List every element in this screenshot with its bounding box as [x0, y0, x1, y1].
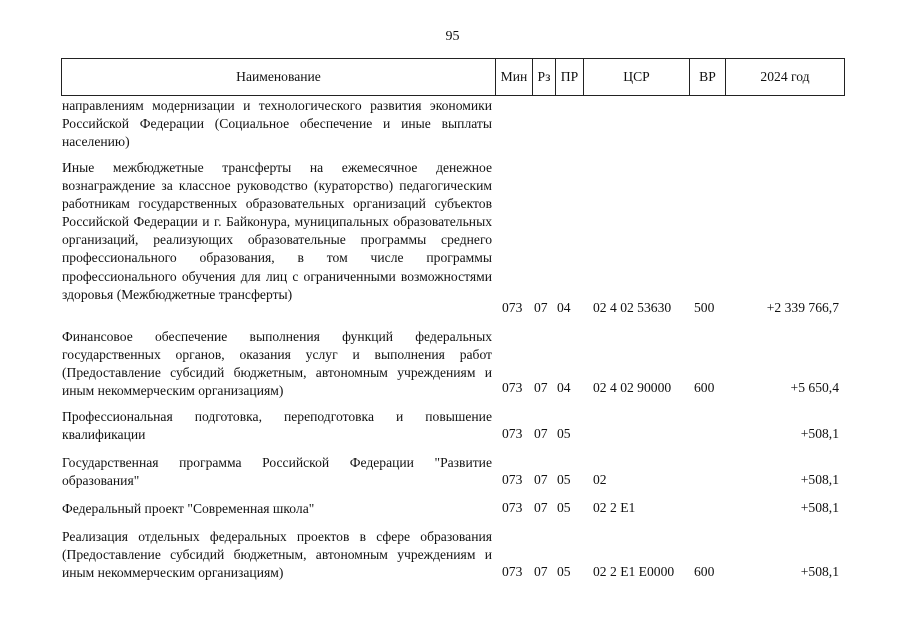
row-description: направлениям модернизации и технологического развития экономики Российской Федерации (Социальное обеспечение и иные выплаты населению): [62, 98, 492, 150]
row-amount: +508,1: [800, 426, 839, 441]
row-csr: 02 2 E1 E0000: [593, 564, 675, 579]
row-pr: 04: [557, 300, 571, 315]
row-pr: 05: [557, 564, 571, 579]
row-description: Федеральный проект "Современная школа": [62, 501, 315, 516]
row-csr: 02: [593, 472, 607, 487]
row-pr: 05: [557, 500, 571, 515]
row-amount: +2 339 766,7: [766, 300, 839, 315]
row-rz: 07: [534, 300, 548, 315]
row-pr: 04: [557, 380, 571, 395]
header-year: 2024 год: [760, 69, 810, 84]
row-min: 073: [502, 300, 523, 315]
row-csr: 02 4 02 53630: [593, 300, 672, 315]
row-description: Реализация отдельных федеральных проектов в сфере образования (Предоставление субсидий бюджетным, автономным учреждениям и иным некоммерческим организациям): [62, 529, 492, 581]
header-pr: ПР: [556, 59, 584, 95]
row-pr: 05: [557, 426, 571, 441]
row-description: Профессиональная подготовка, переподготовка и повышение квалификации: [62, 409, 492, 443]
row-amount: +508,1: [800, 564, 839, 579]
header-rz: Рз: [533, 59, 556, 95]
header-name: Наименование: [62, 59, 496, 95]
row-vr: 600: [694, 564, 715, 579]
table-header: [61, 58, 845, 96]
row-amount: +508,1: [800, 472, 839, 487]
row-rz: 07: [534, 380, 548, 395]
row-min: 073: [502, 426, 523, 441]
page-number: 95: [445, 29, 460, 44]
row-csr: 02 4 02 90000: [593, 380, 672, 395]
row-vr: 600: [694, 380, 715, 395]
row-vr: 500: [694, 300, 715, 315]
row-description: Государственная программа Российской Федерации "Развитие образования": [62, 455, 492, 489]
row-min: 073: [502, 472, 523, 487]
row-rz: 07: [534, 500, 548, 515]
row-csr: 02 2 E1: [593, 500, 636, 515]
row-rz: 07: [534, 564, 548, 579]
header-vr: ВР: [690, 59, 726, 95]
row-description: Иные межбюджетные трансферты на ежемесячное денежное вознаграждение за классное руководство (кураторство) педагогическим работникам государственных образовательных организаций субъектов Российской Федерации и г. Байконура, муниципальных образовательных организаций, реализующих образовательные программы среднего профессионального образования, в том числе программы профессионального обучения для лиц с ограниченными возможностями здоровья (Межбюджетные трансферты): [62, 160, 492, 302]
row-description: Финансовое обеспечение выполнения функций федеральных государственных органов, оказания услуг и выполнения работ (Предоставление субсидий бюджетным, автономным учреждениям и иным некоммерческим организациям): [62, 329, 492, 399]
row-min: 073: [502, 500, 523, 515]
row-pr: 05: [557, 472, 571, 487]
row-amount: +5 650,4: [790, 380, 839, 395]
row-min: 073: [502, 380, 523, 395]
row-rz: 07: [534, 472, 548, 487]
header-min: Мин: [496, 59, 533, 95]
header-csr: ЦСР: [584, 59, 690, 95]
row-min: 073: [502, 564, 523, 579]
row-amount: +508,1: [800, 500, 839, 515]
row-rz: 07: [534, 426, 548, 441]
